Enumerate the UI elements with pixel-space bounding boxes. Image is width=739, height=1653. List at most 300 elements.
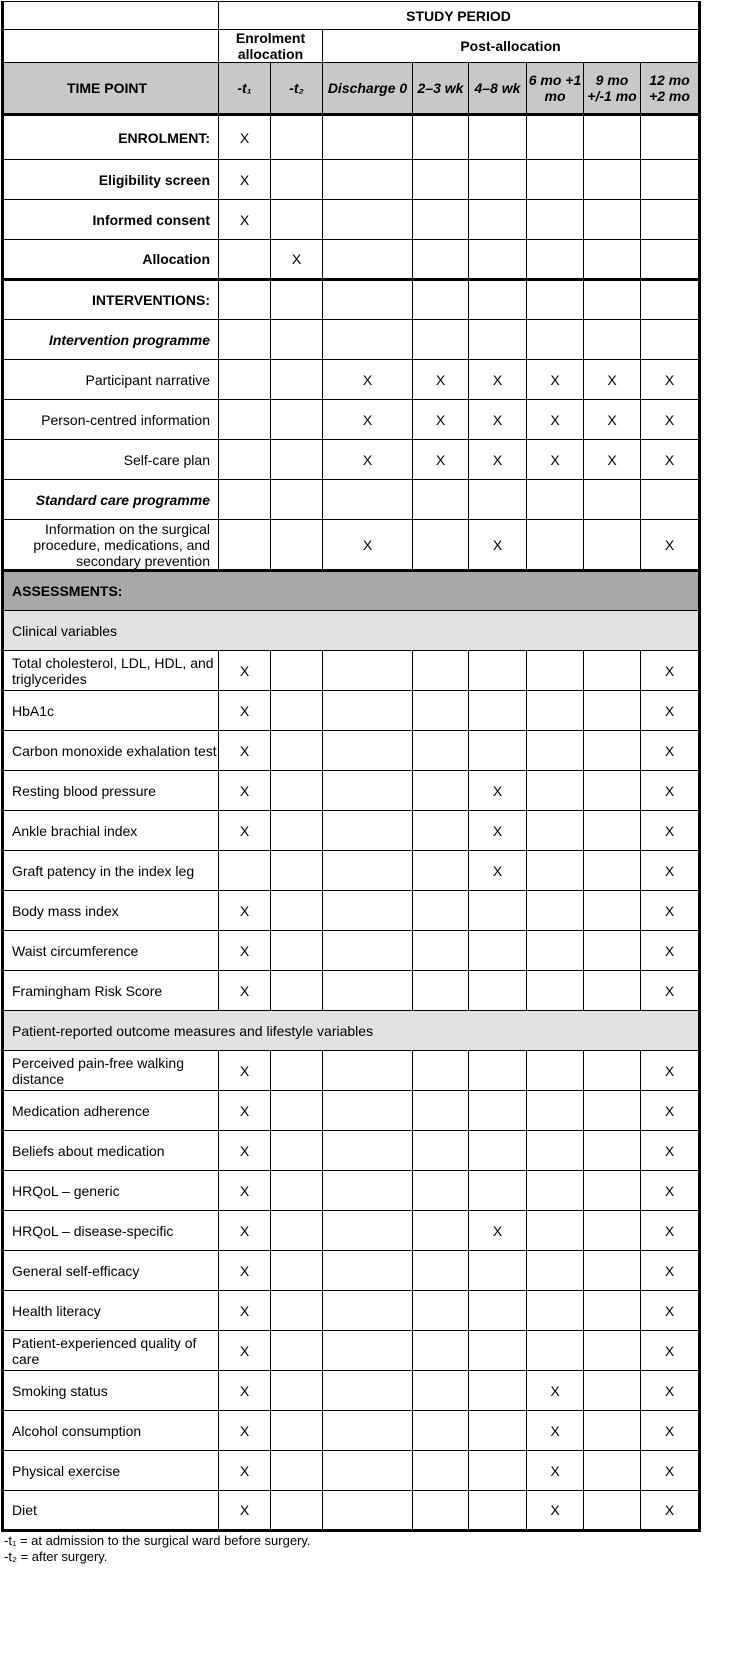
schedule-mark: X bbox=[641, 851, 700, 891]
schedule-cell bbox=[584, 160, 641, 200]
schedule-cell bbox=[413, 1211, 469, 1251]
schedule-mark: X bbox=[219, 731, 271, 771]
schedule-cell bbox=[413, 891, 469, 931]
schedule-cell bbox=[271, 731, 323, 771]
schedule-cell bbox=[527, 651, 584, 691]
schedule-cell bbox=[323, 160, 413, 200]
timepoint-header: 4–8 wk bbox=[469, 63, 527, 115]
row-label: INTERVENTIONS: bbox=[3, 280, 219, 320]
schedule-cell bbox=[323, 1051, 413, 1091]
schedule-cell bbox=[271, 1091, 323, 1131]
row-label: Informed consent bbox=[3, 200, 219, 240]
schedule-cell bbox=[527, 1211, 584, 1251]
schedule-cell bbox=[469, 1331, 527, 1371]
schedule-cell bbox=[323, 480, 413, 520]
row-label: Physical exercise bbox=[3, 1451, 219, 1491]
schedule-cell bbox=[413, 651, 469, 691]
schedule-cell bbox=[323, 1451, 413, 1491]
footnote-t1: -t₁ = at admission to the surgical ward before surgery. bbox=[4, 1533, 311, 1548]
assessments-section bbox=[3, 571, 700, 611]
header-row-timepoints bbox=[3, 63, 700, 115]
schedule-cell bbox=[527, 1331, 584, 1371]
schedule-mark: X bbox=[219, 771, 271, 811]
schedule-cell bbox=[584, 811, 641, 851]
schedule-cell bbox=[271, 1251, 323, 1291]
row-label: Framingham Risk Score bbox=[3, 971, 219, 1011]
header-blank bbox=[3, 2, 219, 30]
schedule-mark: X bbox=[469, 771, 527, 811]
schedule-cell bbox=[584, 851, 641, 891]
schedule-cell bbox=[641, 160, 700, 200]
row-label: Waist circumference bbox=[3, 931, 219, 971]
schedule-cell bbox=[271, 400, 323, 440]
schedule-mark: X bbox=[527, 1491, 584, 1531]
row-label: Body mass index bbox=[3, 891, 219, 931]
schedule-cell bbox=[323, 931, 413, 971]
row-label: Patient-experienced quality of care bbox=[3, 1331, 219, 1371]
timepoint-header: Discharge 0 bbox=[323, 63, 413, 115]
schedule-cell bbox=[584, 931, 641, 971]
footnotes bbox=[4, 1533, 311, 1565]
schedule-cell bbox=[469, 240, 527, 280]
schedule-cell bbox=[469, 971, 527, 1011]
schedule-cell bbox=[413, 691, 469, 731]
row-label: Participant narrative bbox=[3, 360, 219, 400]
schedule-cell bbox=[584, 240, 641, 280]
row-label: Eligibility screen bbox=[3, 160, 219, 200]
schedule-cell bbox=[271, 1451, 323, 1491]
study-period-heading: STUDY PERIOD bbox=[219, 2, 700, 30]
row-label: Beliefs about medication bbox=[3, 1131, 219, 1171]
row-label: Resting blood pressure bbox=[3, 771, 219, 811]
schedule-cell bbox=[219, 851, 271, 891]
schedule-mark: X bbox=[323, 520, 413, 571]
schedule-cell bbox=[413, 520, 469, 571]
table-row bbox=[3, 1491, 700, 1531]
schedule-cell bbox=[527, 240, 584, 280]
prom-section bbox=[3, 1011, 700, 1051]
schedule-cell bbox=[323, 851, 413, 891]
schedule-mark: X bbox=[641, 891, 700, 931]
schedule-mark: X bbox=[219, 1211, 271, 1251]
schedule-cell bbox=[271, 771, 323, 811]
schedule-mark: X bbox=[413, 400, 469, 440]
schedule-cell bbox=[219, 480, 271, 520]
schedule-cell bbox=[527, 1091, 584, 1131]
schedule-cell bbox=[271, 851, 323, 891]
schedule-mark: X bbox=[219, 811, 271, 851]
schedule-cell bbox=[584, 1171, 641, 1211]
schedule-cell bbox=[469, 1371, 527, 1411]
schedule-mark: X bbox=[219, 1491, 271, 1531]
enrolment-allocation-heading: Enrolment allocation bbox=[219, 30, 323, 63]
schedule-cell bbox=[323, 1171, 413, 1211]
schedule-mark: X bbox=[219, 1171, 271, 1211]
schedule-mark: X bbox=[584, 360, 641, 400]
schedule-mark: X bbox=[271, 240, 323, 280]
schedule-cell bbox=[469, 731, 527, 771]
table-row bbox=[3, 731, 700, 771]
schedule-mark: X bbox=[219, 1051, 271, 1091]
table-row bbox=[3, 160, 700, 200]
schedule-cell bbox=[527, 1171, 584, 1211]
table-row bbox=[3, 1251, 700, 1291]
schedule-cell bbox=[323, 771, 413, 811]
schedule-cell bbox=[413, 1331, 469, 1371]
schedule-cell bbox=[469, 320, 527, 360]
schedule-cell bbox=[469, 1251, 527, 1291]
table-row bbox=[3, 520, 700, 571]
schedule-mark: X bbox=[219, 1131, 271, 1171]
schedule-mark: X bbox=[641, 1251, 700, 1291]
row-label: Alcohol consumption bbox=[3, 1411, 219, 1451]
schedule-cell bbox=[469, 891, 527, 931]
schedule-cell bbox=[469, 691, 527, 731]
prom-section-title: Patient-reported outcome measures and lifestyle variables bbox=[3, 1011, 700, 1051]
schedule-cell bbox=[271, 1291, 323, 1331]
schedule-cell bbox=[413, 771, 469, 811]
row-label: Perceived pain-free walking distance bbox=[3, 1051, 219, 1091]
schedule-mark: X bbox=[469, 520, 527, 571]
schedule-cell bbox=[413, 1051, 469, 1091]
table-row bbox=[3, 400, 700, 440]
schedule-cell bbox=[413, 1371, 469, 1411]
schedule-cell bbox=[271, 440, 323, 480]
table-row bbox=[3, 440, 700, 480]
schedule-mark: X bbox=[641, 971, 700, 1011]
schedule-cell bbox=[584, 731, 641, 771]
schedule-cell bbox=[271, 811, 323, 851]
table-row bbox=[3, 931, 700, 971]
schedule-mark: X bbox=[527, 1411, 584, 1451]
row-label: ENROLMENT: bbox=[3, 115, 219, 160]
schedule-mark: X bbox=[323, 440, 413, 480]
schedule-mark: X bbox=[219, 1291, 271, 1331]
schedule-cell bbox=[323, 1491, 413, 1531]
row-label: Carbon monoxide exhalation test bbox=[3, 731, 219, 771]
schedule-cell bbox=[271, 1211, 323, 1251]
schedule-mark: X bbox=[641, 1291, 700, 1331]
schedule-mark: X bbox=[584, 440, 641, 480]
schedule-mark: X bbox=[641, 691, 700, 731]
schedule-cell bbox=[323, 1371, 413, 1411]
clinical-variables-section bbox=[3, 611, 700, 651]
schedule-cell bbox=[469, 280, 527, 320]
schedule-mark: X bbox=[469, 811, 527, 851]
schedule-cell bbox=[584, 115, 641, 160]
table-row bbox=[3, 1211, 700, 1251]
row-label: Diet bbox=[3, 1491, 219, 1531]
schedule-mark: X bbox=[469, 440, 527, 480]
table-row bbox=[3, 1371, 700, 1411]
table-row bbox=[3, 851, 700, 891]
row-label: Smoking status bbox=[3, 1371, 219, 1411]
schedule-mark: X bbox=[641, 1331, 700, 1371]
schedule-cell bbox=[413, 1411, 469, 1451]
schedule-cell bbox=[584, 1251, 641, 1291]
schedule-cell bbox=[527, 115, 584, 160]
schedule-cell bbox=[413, 1451, 469, 1491]
schedule-cell bbox=[527, 771, 584, 811]
schedule-cell bbox=[413, 320, 469, 360]
schedule-cell bbox=[323, 1131, 413, 1171]
schedule-cell bbox=[527, 1251, 584, 1291]
schedule-mark: X bbox=[641, 1171, 700, 1211]
schedule-mark: X bbox=[641, 931, 700, 971]
schedule-cell bbox=[469, 1171, 527, 1211]
clinical-variables-section-title: Clinical variables bbox=[3, 611, 700, 651]
schedule-cell bbox=[271, 520, 323, 571]
schedule-mark: X bbox=[584, 400, 641, 440]
table-row bbox=[3, 115, 700, 160]
schedule-cell bbox=[323, 200, 413, 240]
schedule-cell bbox=[413, 200, 469, 240]
schedule-cell bbox=[469, 1091, 527, 1131]
schedule-cell bbox=[469, 651, 527, 691]
schedule-cell bbox=[323, 240, 413, 280]
schedule-cell bbox=[219, 520, 271, 571]
schedule-cell bbox=[584, 320, 641, 360]
timepoint-header: 9 mo +/-1 mo bbox=[584, 63, 641, 115]
schedule-mark: X bbox=[219, 115, 271, 160]
schedule-mark: X bbox=[641, 1131, 700, 1171]
schedule-cell bbox=[271, 931, 323, 971]
schedule-cell bbox=[641, 200, 700, 240]
table-row bbox=[3, 1331, 700, 1371]
schedule-mark: X bbox=[219, 931, 271, 971]
schedule-cell bbox=[584, 651, 641, 691]
schedule-mark: X bbox=[469, 400, 527, 440]
row-label: Medication adherence bbox=[3, 1091, 219, 1131]
schedule-cell bbox=[323, 320, 413, 360]
schedule-mark: X bbox=[413, 360, 469, 400]
schedule-cell bbox=[413, 1131, 469, 1171]
schedule-cell bbox=[584, 520, 641, 571]
schedule-cell bbox=[271, 160, 323, 200]
schedule-mark: X bbox=[219, 651, 271, 691]
spirit-schedule-table bbox=[1, 1, 701, 1532]
schedule-cell bbox=[323, 1251, 413, 1291]
schedule-mark: X bbox=[641, 651, 700, 691]
schedule-cell bbox=[584, 771, 641, 811]
row-label: General self-efficacy bbox=[3, 1251, 219, 1291]
table-row bbox=[3, 1411, 700, 1451]
schedule-mark: X bbox=[641, 1411, 700, 1451]
schedule-cell bbox=[584, 971, 641, 1011]
footnote-t2: -t₂ = after surgery. bbox=[4, 1549, 108, 1564]
schedule-mark: X bbox=[219, 1251, 271, 1291]
timepoint-header: 6 mo +1 mo bbox=[527, 63, 584, 115]
schedule-cell bbox=[584, 280, 641, 320]
schedule-cell bbox=[413, 851, 469, 891]
schedule-cell bbox=[584, 1411, 641, 1451]
schedule-cell bbox=[527, 731, 584, 771]
schedule-cell bbox=[323, 971, 413, 1011]
schedule-mark: X bbox=[469, 851, 527, 891]
row-label: Intervention programme bbox=[3, 320, 219, 360]
header-row-phases bbox=[3, 30, 700, 63]
row-label: Allocation bbox=[3, 240, 219, 280]
schedule-cell bbox=[641, 480, 700, 520]
schedule-mark: X bbox=[219, 160, 271, 200]
table-row bbox=[3, 280, 700, 320]
post-allocation-heading: Post-allocation bbox=[323, 30, 700, 63]
row-label: Self-care plan bbox=[3, 440, 219, 480]
schedule-cell bbox=[527, 1291, 584, 1331]
schedule-cell bbox=[271, 691, 323, 731]
schedule-cell bbox=[584, 1491, 641, 1531]
timepoint-header: -t₂ bbox=[271, 63, 323, 115]
schedule-cell bbox=[469, 160, 527, 200]
schedule-cell bbox=[469, 1451, 527, 1491]
schedule-cell bbox=[527, 971, 584, 1011]
schedule-cell bbox=[527, 160, 584, 200]
schedule-cell bbox=[271, 1131, 323, 1171]
table-row bbox=[3, 811, 700, 851]
schedule-cell bbox=[413, 1291, 469, 1331]
assessments-section-title: ASSESSMENTS: bbox=[3, 571, 700, 611]
schedule-mark: X bbox=[413, 440, 469, 480]
schedule-cell bbox=[271, 280, 323, 320]
table-row bbox=[3, 651, 700, 691]
schedule-mark: X bbox=[641, 400, 700, 440]
schedule-cell bbox=[584, 1371, 641, 1411]
schedule-cell bbox=[527, 200, 584, 240]
row-label: Person-centred information bbox=[3, 400, 219, 440]
schedule-cell bbox=[584, 1451, 641, 1491]
schedule-cell bbox=[271, 480, 323, 520]
schedule-cell bbox=[219, 320, 271, 360]
schedule-cell bbox=[527, 320, 584, 360]
schedule-mark: X bbox=[641, 811, 700, 851]
schedule-cell bbox=[641, 320, 700, 360]
schedule-mark: X bbox=[323, 360, 413, 400]
schedule-cell bbox=[469, 200, 527, 240]
schedule-mark: X bbox=[469, 360, 527, 400]
schedule-cell bbox=[413, 1251, 469, 1291]
schedule-cell bbox=[323, 115, 413, 160]
schedule-cell bbox=[271, 115, 323, 160]
schedule-mark: X bbox=[641, 1051, 700, 1091]
schedule-mark: X bbox=[527, 1371, 584, 1411]
timepoint-header: -t₁ bbox=[219, 63, 271, 115]
schedule-cell bbox=[323, 1411, 413, 1451]
schedule-cell bbox=[413, 731, 469, 771]
table-row bbox=[3, 1051, 700, 1091]
schedule-cell bbox=[527, 691, 584, 731]
row-label: Standard care programme bbox=[3, 480, 219, 520]
schedule-mark: X bbox=[641, 771, 700, 811]
table-row bbox=[3, 1291, 700, 1331]
schedule-cell bbox=[641, 240, 700, 280]
schedule-mark: X bbox=[469, 1211, 527, 1251]
table-row bbox=[3, 240, 700, 280]
schedule-cell bbox=[413, 280, 469, 320]
schedule-cell bbox=[584, 891, 641, 931]
schedule-cell bbox=[323, 651, 413, 691]
schedule-mark: X bbox=[527, 400, 584, 440]
row-label: HRQoL – generic bbox=[3, 1171, 219, 1211]
header-blank bbox=[3, 30, 219, 63]
schedule-cell bbox=[527, 931, 584, 971]
schedule-cell bbox=[469, 480, 527, 520]
schedule-cell bbox=[527, 1131, 584, 1171]
schedule-mark: X bbox=[641, 1211, 700, 1251]
schedule-cell bbox=[584, 1051, 641, 1091]
table-row bbox=[3, 480, 700, 520]
schedule-cell bbox=[469, 1291, 527, 1331]
schedule-cell bbox=[271, 1491, 323, 1531]
schedule-mark: X bbox=[219, 891, 271, 931]
schedule-cell bbox=[413, 240, 469, 280]
schedule-cell bbox=[219, 240, 271, 280]
schedule-cell bbox=[271, 1371, 323, 1411]
timepoint-header: 2–3 wk bbox=[413, 63, 469, 115]
table-row bbox=[3, 360, 700, 400]
table-row bbox=[3, 971, 700, 1011]
schedule-cell bbox=[271, 651, 323, 691]
schedule-mark: X bbox=[527, 360, 584, 400]
row-label: HRQoL – disease-specific bbox=[3, 1211, 219, 1251]
schedule-cell bbox=[413, 115, 469, 160]
schedule-mark: X bbox=[641, 440, 700, 480]
schedule-cell bbox=[271, 320, 323, 360]
schedule-mark: X bbox=[219, 1091, 271, 1131]
schedule-cell bbox=[469, 1051, 527, 1091]
schedule-cell bbox=[469, 931, 527, 971]
time-point-label: TIME POINT bbox=[3, 63, 219, 115]
schedule-cell bbox=[413, 931, 469, 971]
schedule-mark: X bbox=[219, 1331, 271, 1371]
schedule-cell bbox=[413, 480, 469, 520]
schedule-mark: X bbox=[641, 1371, 700, 1411]
schedule-cell bbox=[584, 1211, 641, 1251]
schedule-mark: X bbox=[527, 1451, 584, 1491]
table-row bbox=[3, 1091, 700, 1131]
schedule-cell bbox=[527, 851, 584, 891]
schedule-cell bbox=[323, 811, 413, 851]
schedule-cell bbox=[527, 1051, 584, 1091]
schedule-cell bbox=[271, 1411, 323, 1451]
schedule-cell bbox=[271, 1051, 323, 1091]
schedule-cell bbox=[584, 1331, 641, 1371]
row-label: Total cholesterol, LDL, HDL, and triglycerides bbox=[3, 651, 219, 691]
schedule-cell bbox=[271, 200, 323, 240]
schedule-mark: X bbox=[527, 440, 584, 480]
schedule-cell bbox=[584, 200, 641, 240]
schedule-cell bbox=[413, 160, 469, 200]
timepoint-header: 12 mo +2 mo bbox=[641, 63, 700, 115]
schedule-mark: X bbox=[219, 971, 271, 1011]
row-label: HbA1c bbox=[3, 691, 219, 731]
schedule-cell bbox=[527, 811, 584, 851]
row-label: Health literacy bbox=[3, 1291, 219, 1331]
schedule-cell bbox=[527, 480, 584, 520]
schedule-mark: X bbox=[641, 520, 700, 571]
schedule-mark: X bbox=[219, 1411, 271, 1451]
schedule-cell bbox=[584, 691, 641, 731]
schedule-mark: X bbox=[219, 1371, 271, 1411]
schedule-cell bbox=[469, 1491, 527, 1531]
schedule-cell bbox=[413, 1491, 469, 1531]
table-row bbox=[3, 200, 700, 240]
table-row bbox=[3, 1131, 700, 1171]
schedule-cell bbox=[219, 280, 271, 320]
schedule-cell bbox=[641, 115, 700, 160]
schedule-cell bbox=[323, 280, 413, 320]
table-row bbox=[3, 771, 700, 811]
schedule-cell bbox=[219, 400, 271, 440]
